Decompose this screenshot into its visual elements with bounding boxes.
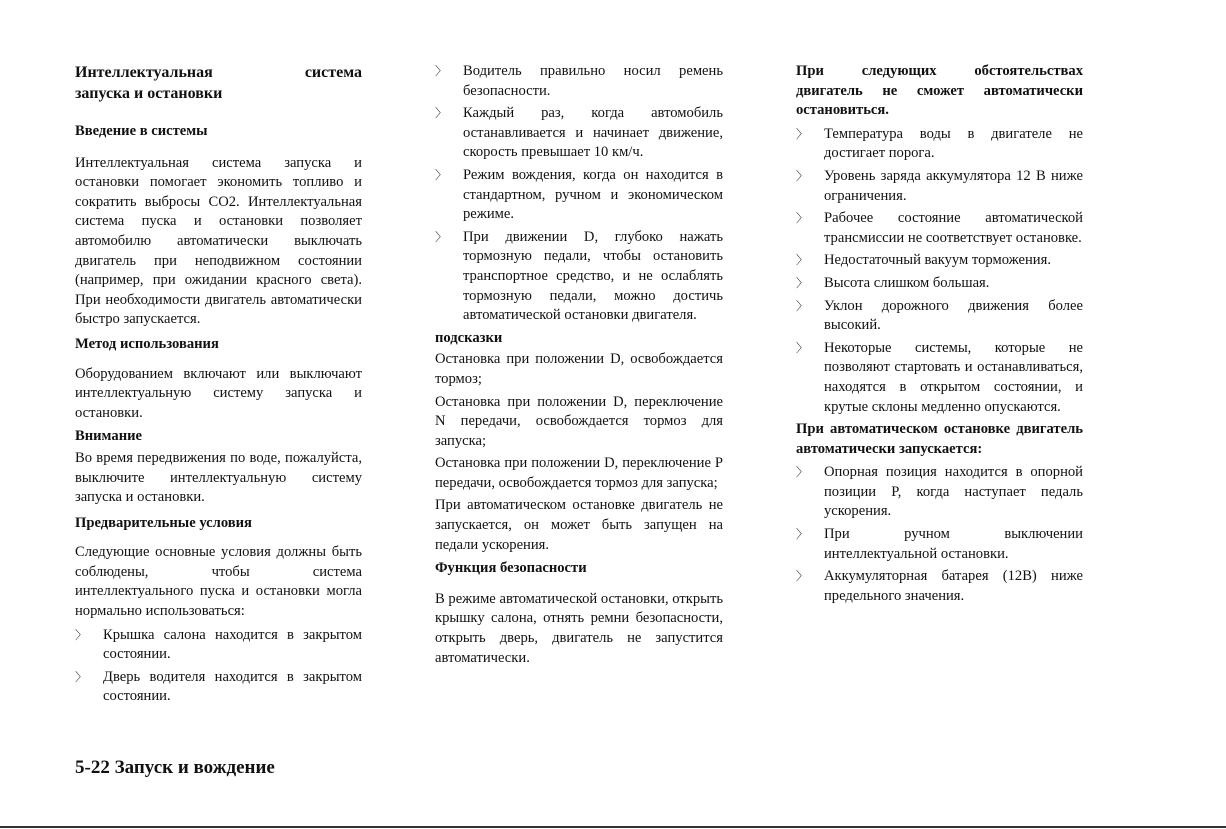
safety-text: В режиме автоматической остановки, открыть крышку салона, отнять ремни безопасности, открыть дверь, двигатель не запустится автоматически. <box>435 590 723 666</box>
bullet-marker-icon: 〉 <box>435 106 448 121</box>
bullet-marker-icon: 〉 <box>796 298 809 313</box>
method-text: Оборудованием включают или выключают интеллектуальную систему запуска и остановки. <box>75 365 362 421</box>
hints-list <box>435 350 723 555</box>
bullet-marker-icon: 〉 <box>796 275 809 290</box>
conditions-list-continued <box>435 62 723 326</box>
bullet-marker-icon: 〉 <box>75 627 88 642</box>
list-item-text: Уклон дорожного движения более высокий. <box>824 297 1083 334</box>
list-item <box>796 339 1083 417</box>
bullet-marker-icon: 〉 <box>796 211 809 226</box>
hint-paragraph: Остановка при положении D, переключение P передачи, освобождается тормоз для запуска; <box>435 455 723 491</box>
bullet-marker-icon: 〉 <box>435 229 448 244</box>
list-item <box>796 209 1083 248</box>
section-title-line-2: запуска и остановки <box>75 85 223 102</box>
safety-heading: Функция безопасности <box>435 560 587 577</box>
list-item <box>435 62 723 101</box>
no-stop-list <box>796 125 1083 417</box>
column-1 <box>75 62 362 710</box>
column-2 <box>435 62 723 668</box>
bullet-marker-icon: 〉 <box>796 527 809 542</box>
list-item <box>796 567 1083 606</box>
list-item-text: Аккумуляторная батарея (12В) ниже предельного значения. <box>824 568 1083 604</box>
preconditions-text: Следующие основные условия должны быть соблюдены, чтобы система интеллектуального пуска и остановки могла нормально использоваться: <box>75 544 362 620</box>
list-item-text: Уровень заряда аккумулятора 12 В ниже ограничения. <box>824 167 1083 204</box>
list-item <box>796 463 1083 522</box>
list-item-text: Температура воды в двигателе не достигает порога. <box>824 125 1083 162</box>
bullet-marker-icon: 〉 <box>435 64 448 78</box>
list-item-text: Опорная позиция находится в опорной позиции P, когда наступает педаль ускорения. <box>824 464 1083 520</box>
bullet-marker-icon: 〉 <box>75 669 88 684</box>
hint-paragraph: Остановка при положении D, переключение N передачи, освобождается тормоз для запуска; <box>435 393 723 449</box>
preconditions-heading: Предварительные условия <box>75 514 252 531</box>
bottom-rule <box>0 826 1226 828</box>
list-item <box>75 668 362 707</box>
intro-heading: Введение в системы <box>75 123 208 139</box>
restart-list <box>796 463 1083 606</box>
list-item-text: Рабочее состояние автоматической трансмиссии не соответствует остановке. <box>824 210 1083 246</box>
list-item <box>75 626 362 665</box>
hint-paragraph: Остановка при положении D, освобождается тормоз; <box>435 351 723 387</box>
bullet-marker-icon: 〉 <box>796 340 809 355</box>
bullet-marker-icon: 〉 <box>796 465 809 480</box>
preconditions-list <box>75 626 362 707</box>
list-item <box>435 166 723 225</box>
method-heading: Метод использования <box>75 335 219 352</box>
list-item-text: Недостаточный вакуум торможения. <box>824 252 1051 269</box>
list-item <box>796 525 1083 564</box>
no-stop-heading: При следующих обстоятельствах двигатель не сможет автоматически остановиться. <box>796 63 1083 119</box>
list-item-text: Некоторые системы, которые не позволяют стартовать и останавливаться, находятся в открытом состоянии, и крутые склоны медленно опускаются. <box>824 339 1083 415</box>
list-item-text: Высота слишком большая. <box>824 274 990 291</box>
bullet-marker-icon: 〉 <box>796 168 809 183</box>
list-item <box>796 167 1083 206</box>
list-item-text: Крышка салона находится в закрытом состоянии. <box>103 626 362 663</box>
restart-heading: При автоматическом остановке двигатель автоматически запускается: <box>796 421 1083 457</box>
section-title-part-1: Интеллектуальная <box>75 64 213 81</box>
list-item <box>796 274 1083 294</box>
column-3 <box>796 62 1083 609</box>
list-item-text: Режим вождения, когда он находится в стандартном, ручном и экономическом режиме. <box>463 166 723 223</box>
page-footer: 5-22 Запуск и вождение <box>75 757 275 778</box>
list-item <box>796 125 1083 164</box>
list-item-text: Водитель правильно носил ремень безопасности. <box>463 63 723 99</box>
bullet-marker-icon: 〉 <box>796 126 809 141</box>
attention-text: Во время передвижения по воде, пожалуйста, выключите интеллектуальную систему запуска и остановки. <box>75 449 362 506</box>
list-item <box>435 104 723 163</box>
list-item-text: Дверь водителя находится в закрытом состоянии. <box>103 668 362 705</box>
attention-heading: Внимание <box>75 428 142 445</box>
hints-heading: подсказки <box>435 329 503 346</box>
section-title <box>75 62 362 104</box>
section-title-part-2: система <box>304 64 362 81</box>
list-item-text: Каждый раз, когда автомобиль останавливается и начинает движение, скорость превышает 10 км/ч. <box>463 105 723 161</box>
list-item <box>435 228 723 326</box>
bullet-marker-icon: 〉 <box>796 253 809 268</box>
bullet-marker-icon: 〉 <box>796 569 809 584</box>
intro-text: Интеллектуальная система запуска и остановки помогает экономить топливо и сократить выбросы CO2. Интеллектуальная система пуска и остановки позволяет автомобилю автоматически выключать двигатель при неподвижном состоянии (например, при ожидании красного света). При необходимости двигатель автоматически быстро запускается. <box>75 154 362 328</box>
list-item <box>796 251 1083 271</box>
list-item-text: При ручном выключении интеллектуальной остановки. <box>824 526 1083 562</box>
list-item-text: При движении D, глубоко нажать тормозную педали, чтобы остановить транспортное средство, и не ослаблять тормозную педали, можно достичь автоматической остановки двигателя. <box>463 228 723 324</box>
hint-paragraph: При автоматическом остановке двигатель не запускается, он может быть запущен на педали ускорения. <box>435 497 723 553</box>
bullet-marker-icon: 〉 <box>435 167 448 182</box>
list-item <box>796 297 1083 336</box>
